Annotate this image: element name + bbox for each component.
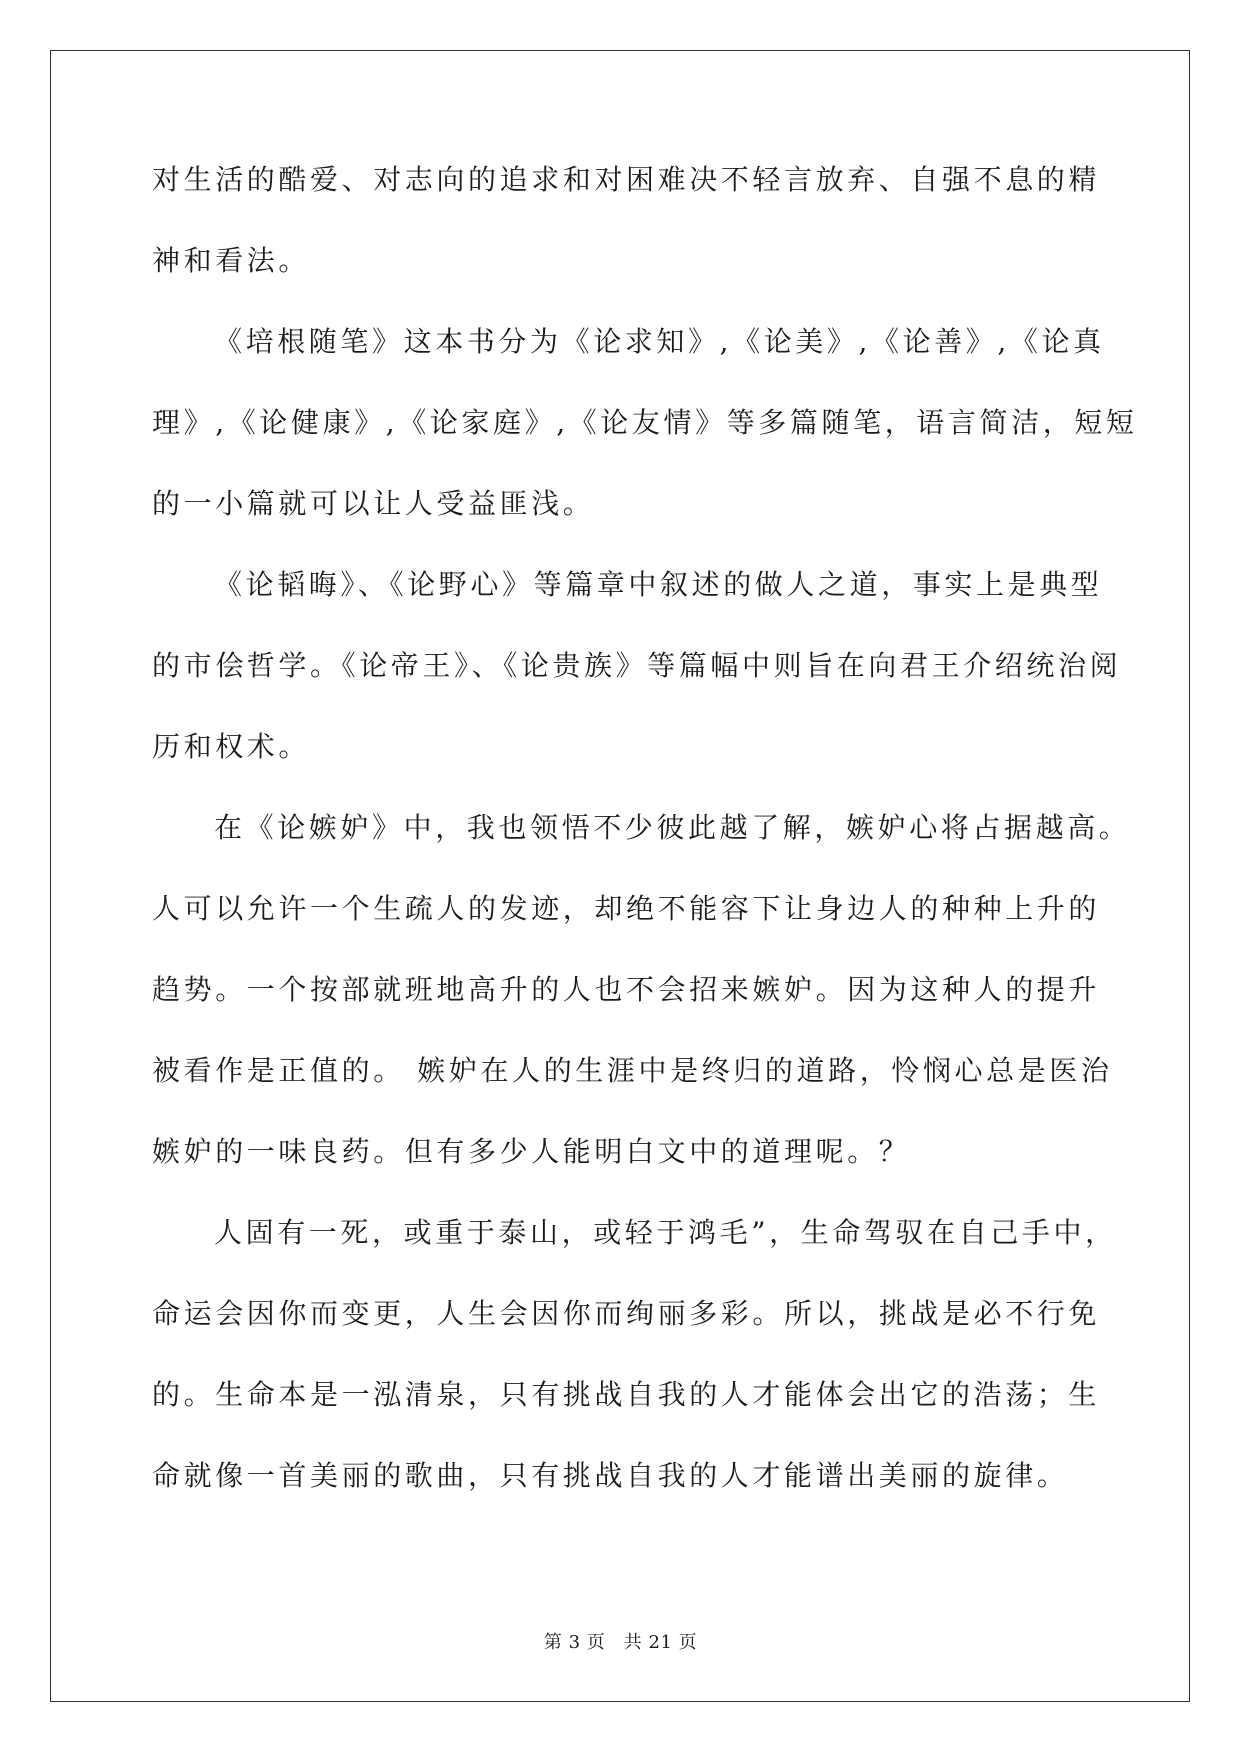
text-line: 在《论嫉妒》中，我也领悟不少彼此越了解，嫉妒心将占据越高。 xyxy=(214,811,1131,844)
paragraph xyxy=(152,322,1138,524)
document-body xyxy=(152,160,1138,1537)
text-line: 《培根随笔》这本书分为《论求知》,《论美》,《论善》,《论真 xyxy=(214,325,1105,358)
text-line: 人固有一死，或重于泰山，或轻于鸿毛”，生命驾驭在自己手中， xyxy=(214,1216,1117,1249)
text-line: 理》,《论健康》,《论家庭》,《论友情》等多篇随笔，语言简洁，短短 xyxy=(152,406,1138,439)
text-line: 的。生命本是一泓清泉，只有挑战自我的人才能体会出它的浩荡；生 xyxy=(152,1378,1101,1411)
text-line: 《论韬晦》、《论野心》等篇章中叙述的做人之道，事实上是典型 xyxy=(214,568,1103,601)
page-number: 第 3 页 共 21 页 xyxy=(543,1632,698,1653)
text-line: 被看作是正值的。 嫉妒在人的生涯中是终归的道路，怜悯心总是医治 xyxy=(152,1054,1113,1087)
text-line: 命就像一首美丽的歌曲，只有挑战自我的人才能谱出美丽的旋律。 xyxy=(152,1459,1069,1492)
page-footer xyxy=(0,1628,1241,1654)
paragraph xyxy=(152,808,1131,1172)
text-line: 趋势。一个按部就班地高升的人也不会招来嫉妒。因为这种人的提升 xyxy=(152,973,1101,1006)
text-line: 嫉妒的一味良药。但有多少人能明白文中的道理呢。？ xyxy=(152,1135,911,1168)
paragraph xyxy=(152,565,1122,767)
text-line: 命运会因你而变更，人生会因你而绚丽多彩。所以，挑战是必不行免 xyxy=(152,1297,1101,1330)
paragraph xyxy=(152,1213,1117,1496)
text-line: 人可以允许一个生疏人的发迹，却绝不能容下让身边人的种种上升的 xyxy=(152,892,1101,925)
text-line: 历和权术。 xyxy=(152,730,311,763)
text-line: 的市侩哲学。《论帝王》、《论贵族》等篇幅中则旨在向君王介绍统治阅 xyxy=(152,649,1122,682)
text-line: 神和看法。 xyxy=(152,244,311,277)
paragraph xyxy=(152,160,1101,281)
text-line: 对生活的酷爱、对志向的追求和对困难决不轻言放弃、自强不息的精 xyxy=(152,163,1101,196)
text-line: 的一小篇就可以让人受益匪浅。 xyxy=(152,487,595,520)
